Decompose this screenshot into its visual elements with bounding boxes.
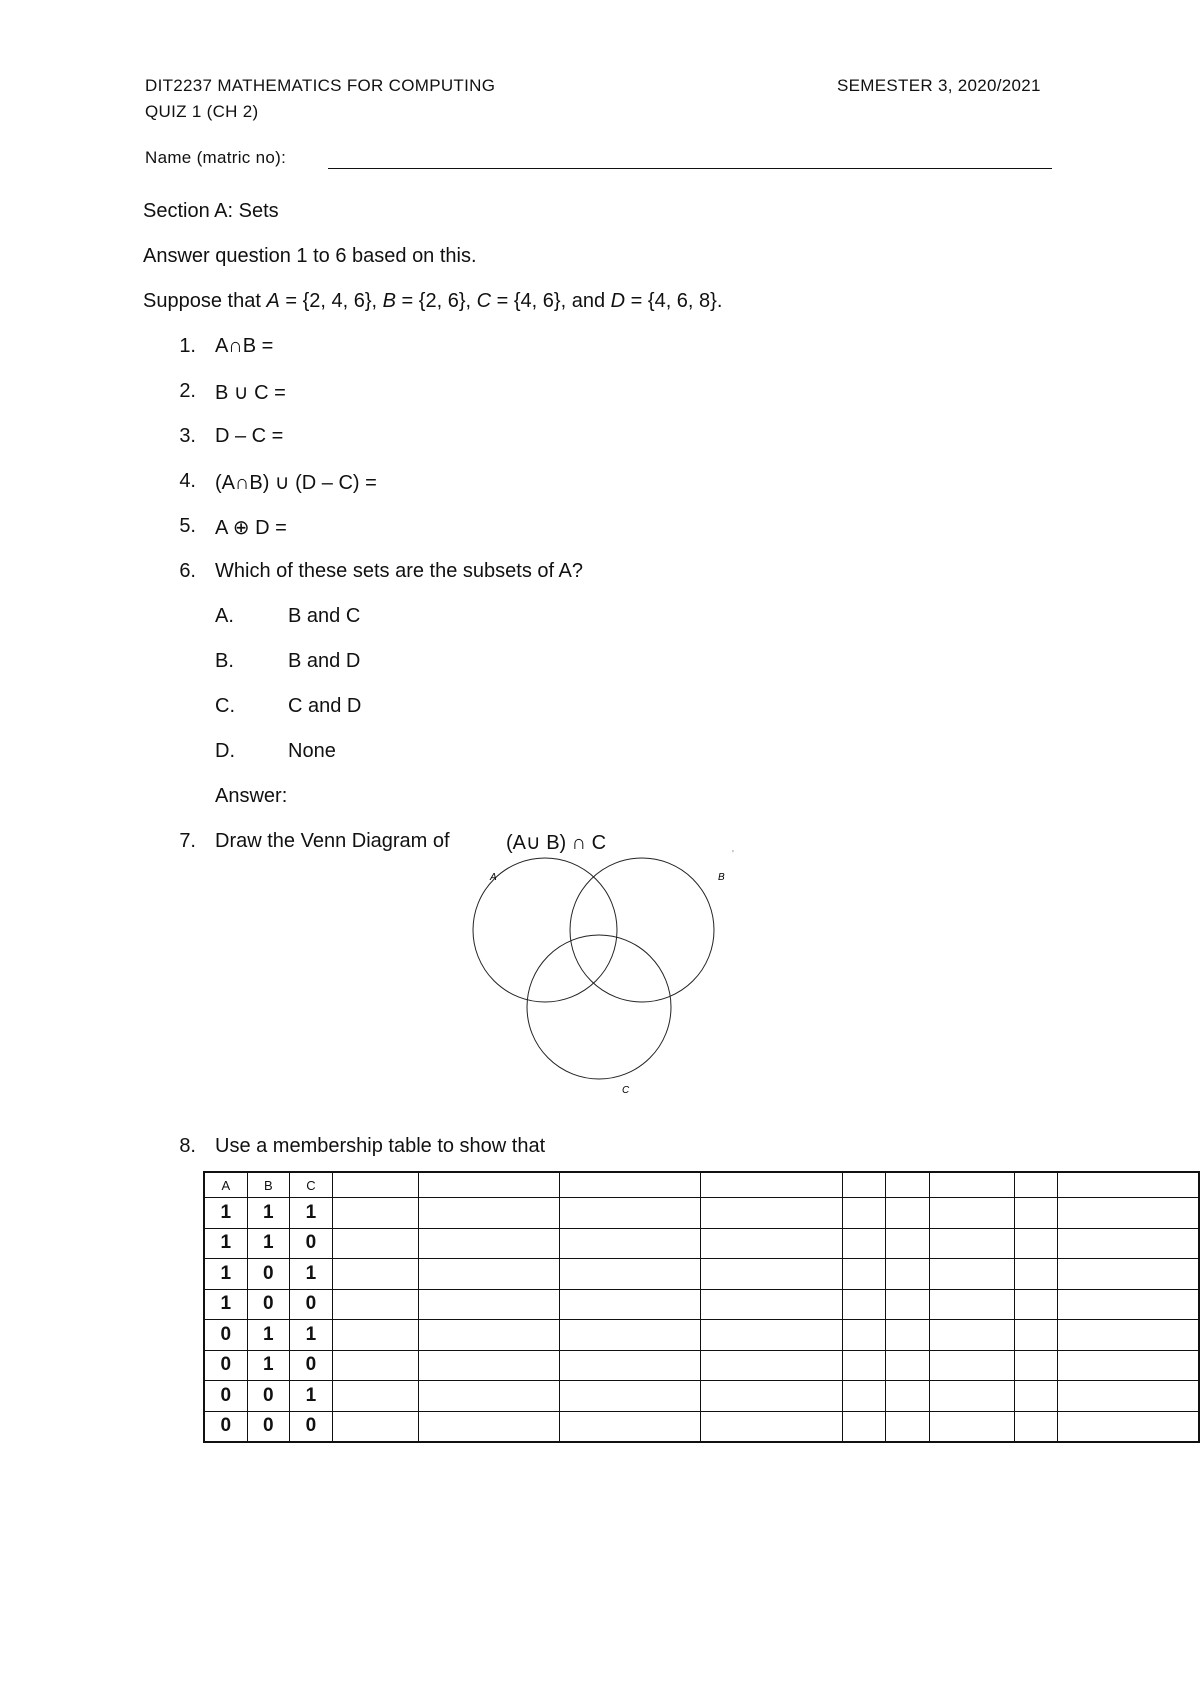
question-number: 6. [179,560,196,582]
name-label: Name (matric no): [145,148,287,167]
cell-b: 0 [247,1411,290,1442]
blank-cell[interactable] [700,1411,842,1442]
question-number: 7. [179,830,196,852]
question-text: D – C = [215,425,284,447]
blank-cell[interactable] [842,1411,885,1442]
option-letter: C. [215,695,235,717]
blank-cell[interactable] [418,1228,559,1259]
set-b-values: = {2, 6}, [396,290,477,312]
blank-cell[interactable] [700,1259,842,1290]
table-header-row [204,1172,1199,1198]
table-row [204,1198,1199,1229]
blank-header-cell[interactable] [332,1172,418,1198]
venn-label-b: B [718,872,725,883]
cell-b: 0 [247,1259,290,1290]
blank-cell[interactable] [842,1259,885,1290]
given-prefix: Suppose that [143,290,267,312]
blank-cell[interactable] [842,1350,885,1381]
blank-cell[interactable] [1015,1259,1057,1290]
venn-label-c: C [622,1085,630,1096]
cell-a: 0 [204,1350,247,1381]
set-a-name: A [266,290,280,312]
table-row [204,1289,1199,1320]
quiz-label: QUIZ 1 (CH 2) [145,102,259,121]
blank-cell[interactable] [559,1320,700,1351]
blank-cell[interactable] [332,1198,418,1229]
option-letter: A. [215,605,234,627]
stray-mark: ' [732,850,734,860]
cell-a: 1 [204,1289,247,1320]
blank-cell[interactable] [700,1381,842,1412]
venn-diagram [470,850,750,1100]
semester-label: SEMESTER 3, 2020/2021 [837,76,1041,95]
blank-cell[interactable] [929,1381,1015,1412]
set-b-name: B [382,290,396,312]
venn-circle-b [570,858,714,1002]
blank-cell[interactable] [700,1198,842,1229]
blank-cell[interactable] [1057,1259,1199,1290]
blank-cell[interactable] [886,1259,929,1290]
course-title: DIT2237 MATHEMATICS FOR COMPUTING [145,76,496,95]
blank-cell[interactable] [332,1228,418,1259]
question-number: 1. [179,335,196,357]
col-header-b: B [247,1172,290,1198]
set-a-values: = {2, 4, 6}, [279,290,383,312]
cell-a: 0 [204,1320,247,1351]
option-letter: B. [215,650,234,672]
blank-header-cell[interactable] [559,1172,700,1198]
question-text: (A∩B) ∪ (D – C) = [215,472,377,494]
section-title: Section A: Sets [143,200,279,222]
table-row [204,1259,1199,1290]
blank-cell[interactable] [559,1381,700,1412]
option-text: B and D [288,650,361,672]
cell-b: 1 [247,1350,290,1381]
cell-a: 0 [204,1411,247,1442]
cell-c: 1 [290,1198,333,1229]
cell-c: 0 [290,1411,333,1442]
cell-b: 0 [247,1289,290,1320]
option-text: C and D [288,695,362,717]
blank-cell[interactable] [929,1228,1015,1259]
blank-cell[interactable] [559,1411,700,1442]
cell-c: 0 [290,1289,333,1320]
blank-cell[interactable] [886,1350,929,1381]
blank-cell[interactable] [886,1289,929,1320]
blank-cell[interactable] [1015,1228,1057,1259]
option-text: B and C [288,605,361,627]
blank-cell[interactable] [418,1320,559,1351]
blank-cell[interactable] [886,1320,929,1351]
membership-table [203,1171,1200,1443]
blank-cell[interactable] [1057,1289,1199,1320]
cell-b: 1 [247,1320,290,1351]
blank-cell[interactable] [332,1411,418,1442]
blank-cell[interactable] [842,1228,885,1259]
blank-cell[interactable] [418,1411,559,1442]
blank-cell[interactable] [842,1381,885,1412]
question-text: Draw the Venn Diagram of [215,830,450,852]
venn-expression: (A∪ B) ∩ C [506,832,607,854]
table-row [204,1228,1199,1259]
venn-label-a: A [490,872,497,883]
blank-cell[interactable] [842,1320,885,1351]
cell-c: 1 [290,1320,333,1351]
blank-cell[interactable] [418,1381,559,1412]
blank-cell[interactable] [559,1350,700,1381]
blank-cell[interactable] [886,1198,929,1229]
blank-cell[interactable] [418,1259,559,1290]
blank-header-cell[interactable] [1057,1172,1199,1198]
set-c-name: C [476,290,492,312]
venn-circle-c [527,935,671,1079]
cell-b: 0 [247,1381,290,1412]
blank-cell[interactable] [559,1198,700,1229]
blank-cell[interactable] [418,1350,559,1381]
blank-cell[interactable] [929,1350,1015,1381]
cell-c: 1 [290,1259,333,1290]
table-row [204,1381,1199,1412]
blank-cell[interactable] [886,1381,929,1412]
table-row [204,1350,1199,1381]
cell-c: 0 [290,1228,333,1259]
cell-a: 1 [204,1198,247,1229]
blank-cell[interactable] [1015,1350,1057,1381]
question-text: Use a membership table to show that [215,1135,546,1157]
answer-label: Answer: [215,785,288,807]
blank-header-cell[interactable] [1015,1172,1057,1198]
cell-c: 1 [290,1381,333,1412]
blank-cell[interactable] [886,1411,929,1442]
blank-cell[interactable] [418,1289,559,1320]
blank-cell[interactable] [842,1198,885,1229]
cell-a: 1 [204,1259,247,1290]
set-d-name: D [610,290,626,312]
table-row [204,1411,1199,1442]
question-text: B ∪ C = [215,382,286,404]
question-text: A∩B = [215,335,274,357]
blank-cell[interactable] [332,1320,418,1351]
blank-cell[interactable] [929,1198,1015,1229]
set-c-values: = {4, 6}, and [491,290,611,312]
blank-cell[interactable] [929,1289,1015,1320]
blank-header-cell[interactable] [929,1172,1015,1198]
table-row [204,1320,1199,1351]
blank-cell[interactable] [700,1350,842,1381]
blank-cell[interactable] [1057,1320,1199,1351]
blank-cell[interactable] [929,1411,1015,1442]
option-text: None [288,740,336,762]
blank-cell[interactable] [1015,1411,1057,1442]
blank-cell[interactable] [842,1289,885,1320]
blank-cell[interactable] [700,1228,842,1259]
blank-cell[interactable] [700,1289,842,1320]
set-d-values: = {4, 6, 8}. [625,290,723,312]
blank-cell[interactable] [1015,1320,1057,1351]
instruction: Answer question 1 to 6 based on this. [143,245,477,267]
blank-header-cell[interactable] [418,1172,559,1198]
blank-cell[interactable] [332,1350,418,1381]
question-text: A ⊕ D = [215,517,287,539]
cell-c: 0 [290,1350,333,1381]
question-text: Which of these sets are the subsets of A? [215,560,583,582]
blank-cell[interactable] [332,1259,418,1290]
cell-a: 0 [204,1381,247,1412]
blank-cell[interactable] [418,1198,559,1229]
cell-b: 1 [247,1228,290,1259]
blank-header-cell[interactable] [700,1172,842,1198]
name-input-line[interactable] [328,168,1052,169]
blank-header-cell[interactable] [886,1172,929,1198]
blank-cell[interactable] [1057,1198,1199,1229]
question-number: 8. [179,1135,196,1157]
cell-b: 1 [247,1198,290,1229]
col-header-c: C [290,1172,333,1198]
blank-cell[interactable] [1057,1411,1199,1442]
blank-cell[interactable] [559,1289,700,1320]
blank-cell[interactable] [929,1320,1015,1351]
question-number: 3. [179,425,196,447]
given-sets [143,290,722,313]
blank-cell[interactable] [332,1381,418,1412]
question-number: 4. [179,470,196,492]
question-number: 5. [179,515,196,537]
blank-cell[interactable] [1015,1289,1057,1320]
blank-cell[interactable] [332,1289,418,1320]
cell-a: 1 [204,1228,247,1259]
blank-cell[interactable] [1015,1381,1057,1412]
blank-cell[interactable] [559,1259,700,1290]
question-number: 2. [179,380,196,402]
blank-cell[interactable] [929,1259,1015,1290]
blank-cell[interactable] [1057,1381,1199,1412]
blank-cell[interactable] [1057,1350,1199,1381]
option-letter: D. [215,740,235,762]
blank-cell[interactable] [559,1228,700,1259]
blank-cell[interactable] [1057,1228,1199,1259]
blank-header-cell[interactable] [842,1172,885,1198]
blank-cell[interactable] [1015,1198,1057,1229]
blank-cell[interactable] [886,1228,929,1259]
col-header-a: A [204,1172,247,1198]
blank-cell[interactable] [700,1320,842,1351]
